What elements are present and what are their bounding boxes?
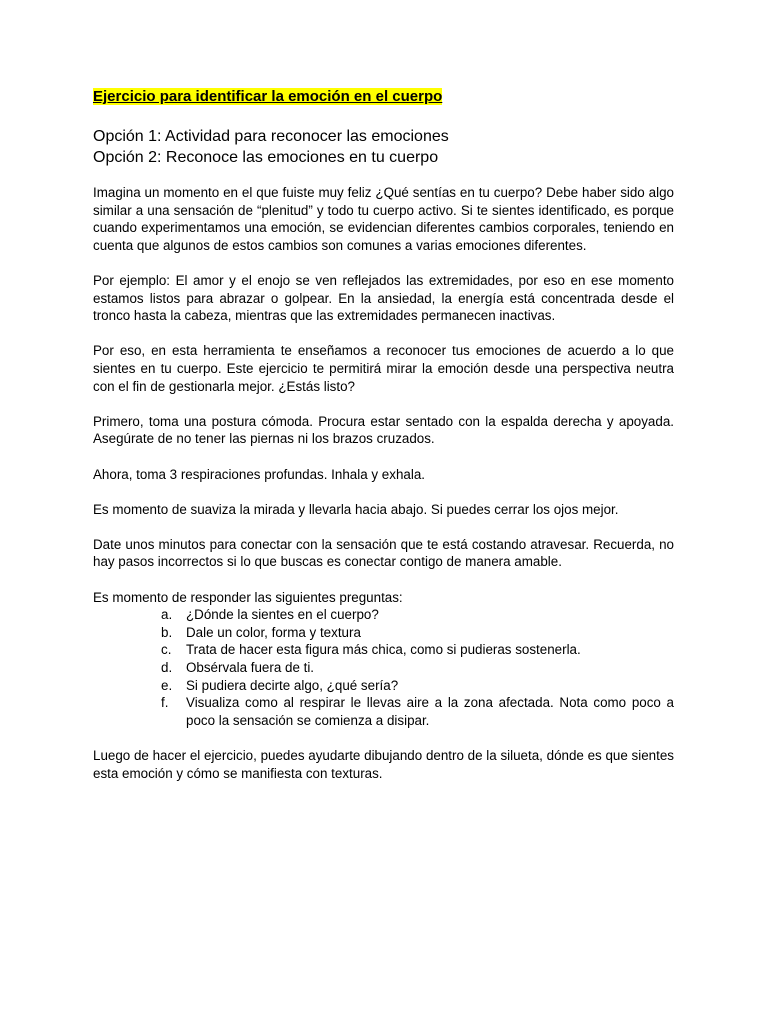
document-page — [93, 87, 674, 782]
paragraph-gaze: Es momento de suaviza la mirada y llevarla hacia abajo. Si puedes cerrar los ojos mejor. — [93, 501, 619, 517]
list-marker: a. — [161, 607, 173, 623]
list-item — [93, 677, 674, 695]
list-marker: e. — [161, 677, 173, 693]
list-item-text: Dale un color, forma y textura — [186, 624, 361, 640]
list-item — [93, 659, 674, 677]
list-marker: f. — [161, 695, 169, 711]
document-title-wrap — [93, 87, 674, 106]
list-item — [93, 641, 674, 659]
document-title: Ejercicio para identificar la emoción en el cuerpo — [93, 88, 443, 105]
list-item-text: ¿Dónde la sientes en el cuerpo? — [186, 607, 379, 623]
list-item — [93, 624, 674, 642]
list-item-text: Obsérvala fuera de ti. — [186, 660, 315, 676]
list-item-text: Visualiza como al respirar le llevas aire a la zona afectada. Nota como poco a poco la sensación se comienza a disipar. — [186, 695, 674, 728]
paragraph-tool: Por eso, en esta herramienta te enseñamos a reconocer tus emociones de acuerdo a lo que sientes en tu cuerpo. Este ejercicio te permitirá mirar la emoción desde una perspectiva neutra con el fin de gestionarla mejor. ¿Estás listo? — [93, 343, 674, 394]
list-marker: d. — [161, 660, 173, 676]
paragraph-connect: Date unos minutos para conectar con la sensación que te está costando atravesar. Recuerda, no hay pasos incorrectos si lo que buscas es conectar contigo de manera amable. — [93, 536, 674, 570]
paragraph-closing: Luego de hacer el ejercicio, puedes ayudarte dibujando dentro de la silueta, dónde es que sientes esta emoción y cómo se manifiesta con texturas. — [93, 748, 674, 781]
list-marker: c. — [161, 642, 172, 658]
paragraph-example: Por ejemplo: El amor y el enojo se ven reflejados las extremidades, por eso en ese momento estamos listos para abrazar o golpear. En la ansiedad, la energía está concentrada desde el tronco hasta la cabeza, mientras que las extremidades permanecen inactivas. — [93, 272, 674, 324]
paragraph-intro: Imagina un momento en el que fuiste muy feliz ¿Qué sentías en tu cuerpo? Debe haber sido algo similar a una sensación de “plenitud” y todo tu cuerpo activo. Si te sientes identificado, es porque cuando experimentamos una emoción, se evidencian diferentes cambios corporales, teniendo en cuenta que algunos de estos cambios son comunes a varias emociones diferentes. — [93, 185, 674, 253]
option-1: Opción 1: Actividad para reconocer las emociones — [93, 128, 449, 145]
paragraph-posture: Primero, toma una postura cómoda. Procura estar sentado con la espalda derecha y apoyada. Asegúrate de no tener las piernas ni los brazos cruzados. — [93, 413, 674, 447]
list-item-text: Trata de hacer esta figura más chica, como si pudieras sostenerla. — [186, 642, 581, 658]
list-item-text: Si pudiera decirte algo, ¿qué sería? — [186, 677, 399, 693]
paragraph-breathe: Ahora, toma 3 respiraciones profundas. Inhala y exhala. — [93, 466, 425, 482]
questions-list — [93, 606, 674, 729]
option-2: Opción 2: Reconoce las emociones en tu cuerpo — [93, 149, 439, 166]
options-block — [93, 126, 674, 168]
list-item — [93, 694, 674, 729]
list-marker: b. — [161, 624, 173, 640]
paragraph-questions-intro: Es momento de responder las siguientes preguntas: — [93, 589, 403, 605]
list-item — [93, 606, 674, 624]
